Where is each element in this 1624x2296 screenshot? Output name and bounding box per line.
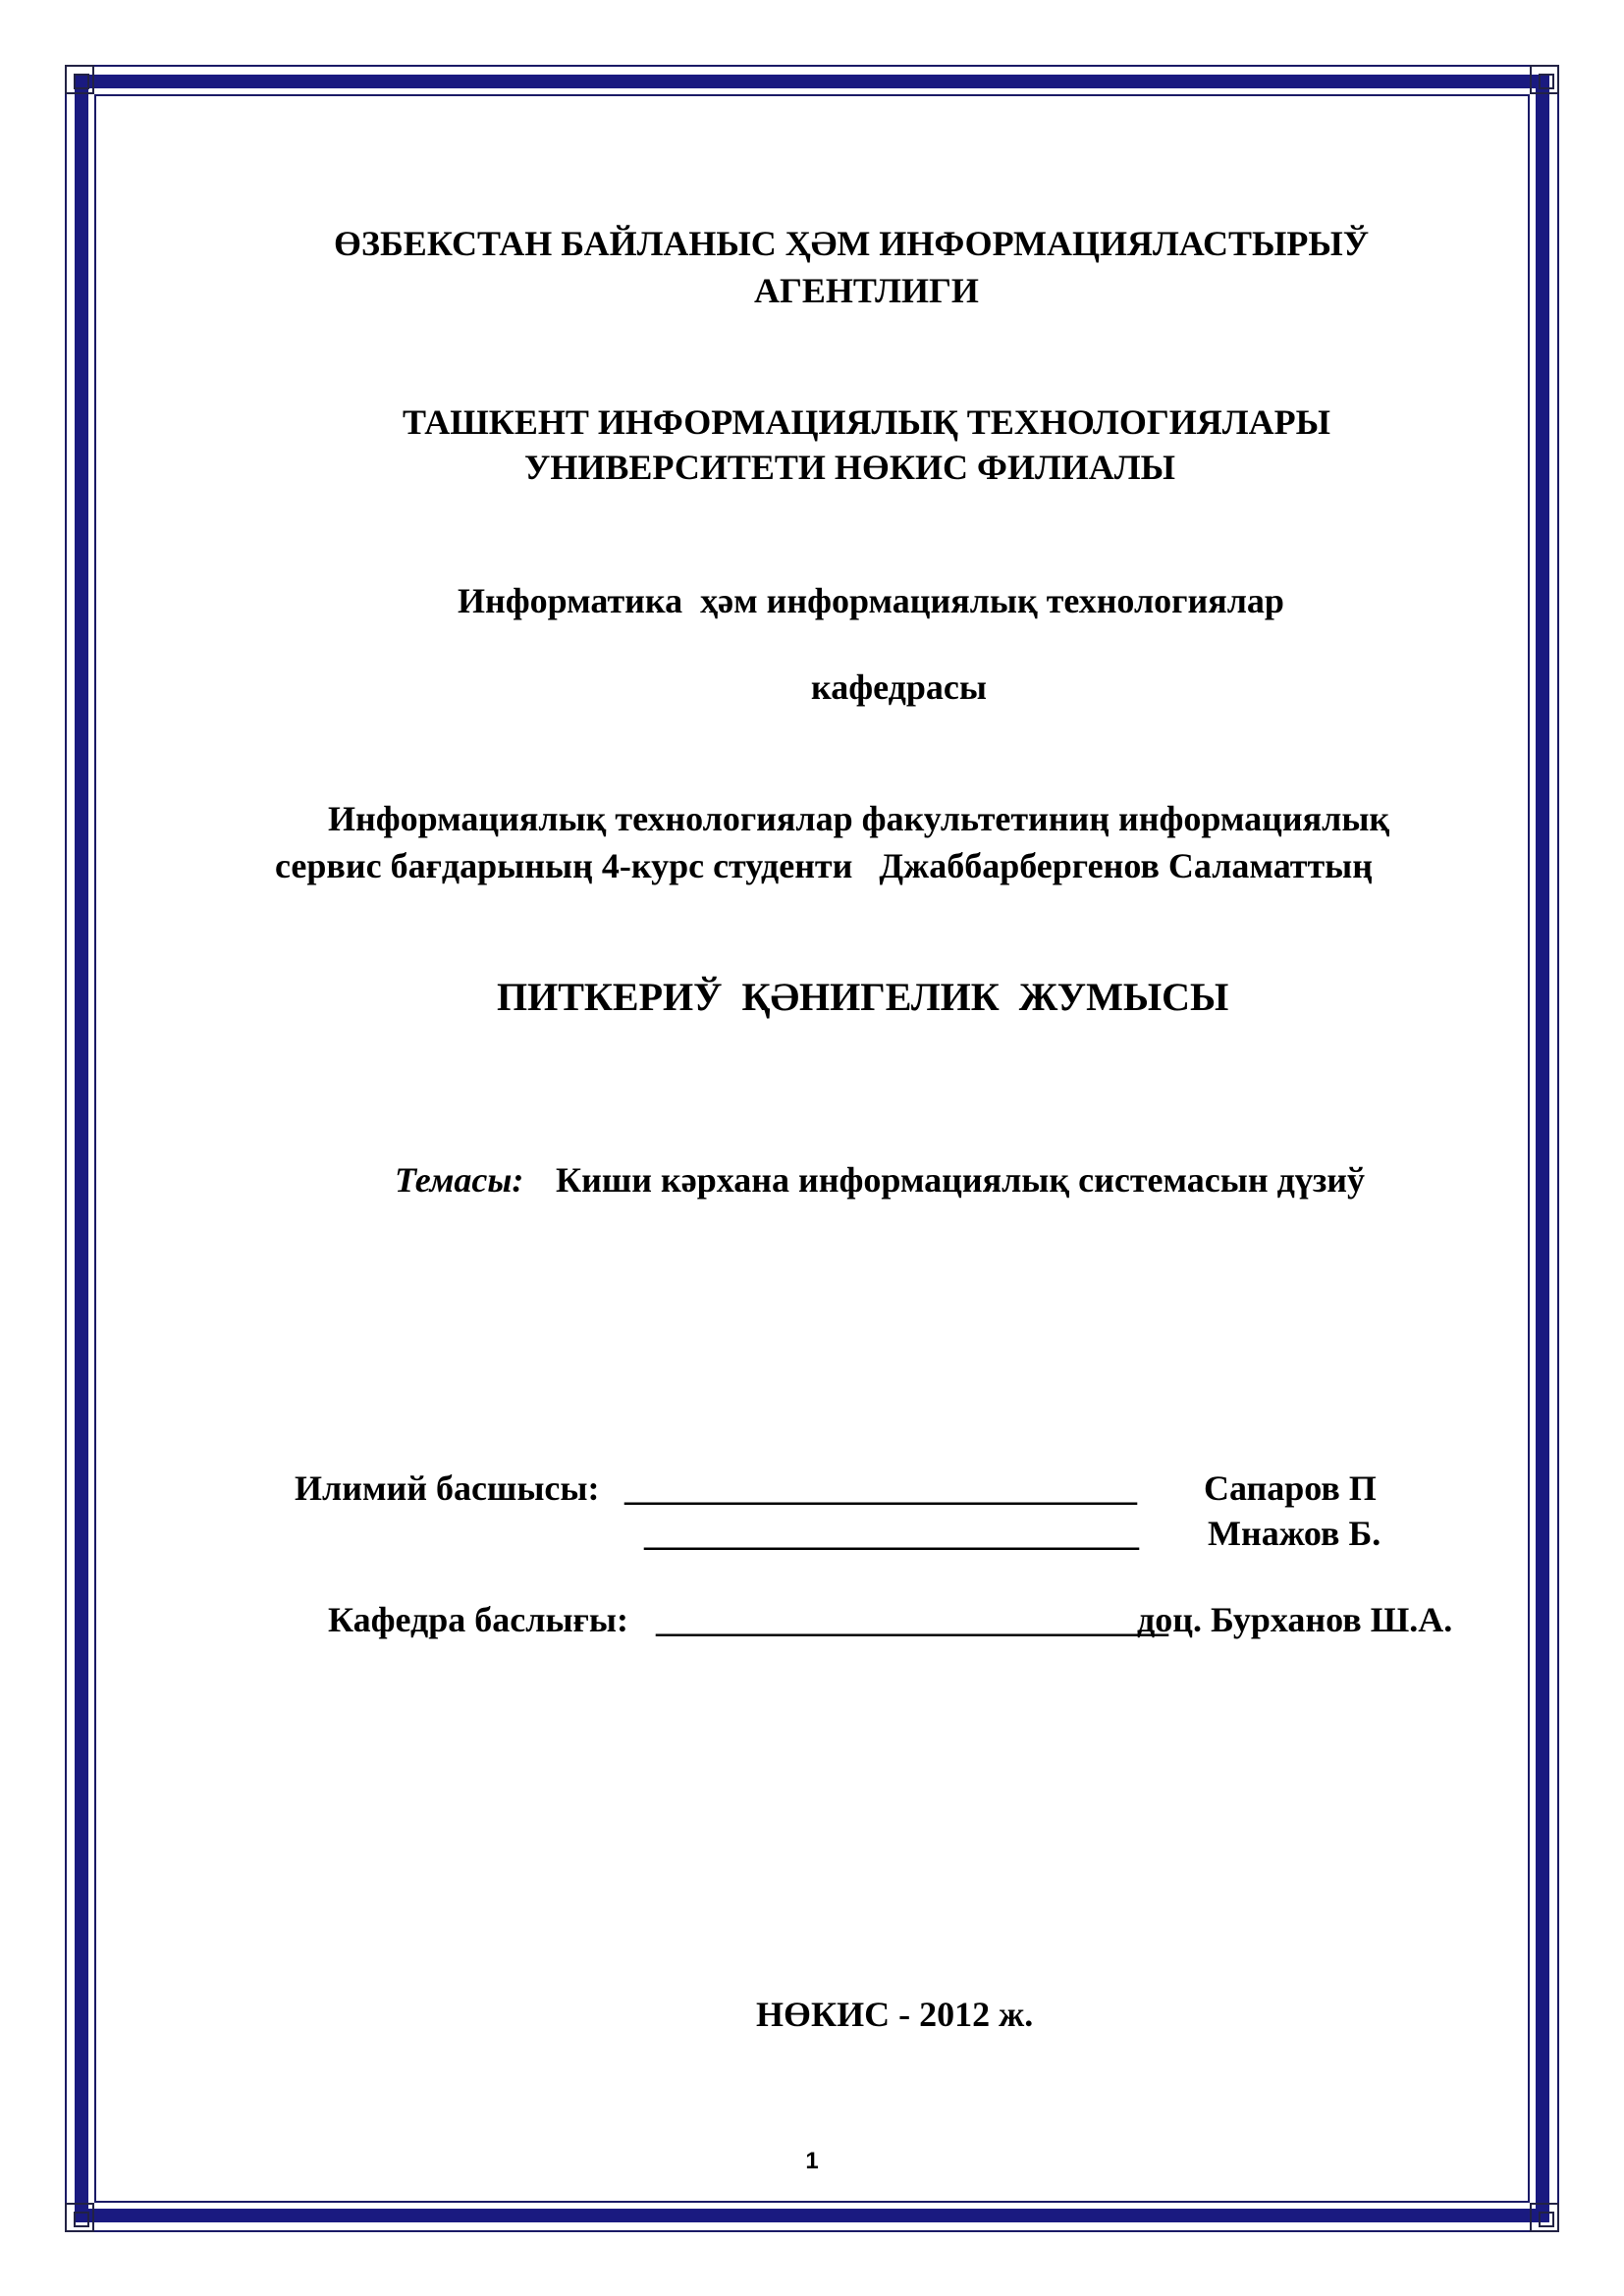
supervisor-name-1: Сапаров П xyxy=(1204,1468,1377,1508)
head-of-department-name: доц. Бурханов Ш.А. xyxy=(1137,1600,1453,1639)
head-of-department-label: Кафедра баслығы: xyxy=(328,1600,628,1639)
supervisor-name-2: Мнажов Б. xyxy=(1208,1514,1381,1553)
frame-corner-ornament xyxy=(1530,65,1559,94)
department-line-1: Информатика ҳәм информациялық технологиялар xyxy=(458,581,1284,620)
signature-line: _____________________________ xyxy=(624,1468,1137,1508)
topic-label: Темасы: xyxy=(395,1160,524,1200)
university-line-2: УНИВЕРСИТЕТИ НӨКИС ФИЛИАЛЫ xyxy=(524,448,1175,487)
frame-corner-ornament xyxy=(65,2203,94,2232)
student-line-1: Информациялық технологиялар факультетиниң информациялық xyxy=(328,799,1390,838)
signature-line: ____________________________ xyxy=(644,1514,1139,1553)
university-line-1: ТАШКЕНТ ИНФОРМАЦИЯЛЫҚ ТЕХНОЛОГИЯЛАРЫ xyxy=(403,402,1330,442)
signature-line: _____________________________ xyxy=(656,1600,1168,1639)
work-title: ПИТКЕРИЎ ҚӘНИГЕЛИК ЖУМЫСЫ xyxy=(497,975,1229,1019)
student-line-2: сервис бағдарының 4-курс студенти Джаббарбергенов Саламаттың xyxy=(275,846,1373,885)
frame-corner-ornament xyxy=(1530,2203,1559,2232)
topic-value: Киши кәрхана информациялық системасын дүзиў xyxy=(556,1160,1366,1200)
agency-line-2: АГЕНТЛИГИ xyxy=(754,271,979,310)
supervisor-label: Илимий басшысы: xyxy=(295,1468,600,1508)
page-number: 1 xyxy=(805,2148,819,2174)
city-year: НӨКИС - 2012 ж. xyxy=(756,1995,1034,2034)
agency-line-1: ӨЗБЕКСТАН БАЙЛАНЫС ҲӘМ ИНФОРМАЦИЯЛАСТЫРЫЎ xyxy=(334,224,1370,263)
department-line-2: кафедрасы xyxy=(811,667,987,707)
frame-corner-ornament xyxy=(65,65,94,94)
